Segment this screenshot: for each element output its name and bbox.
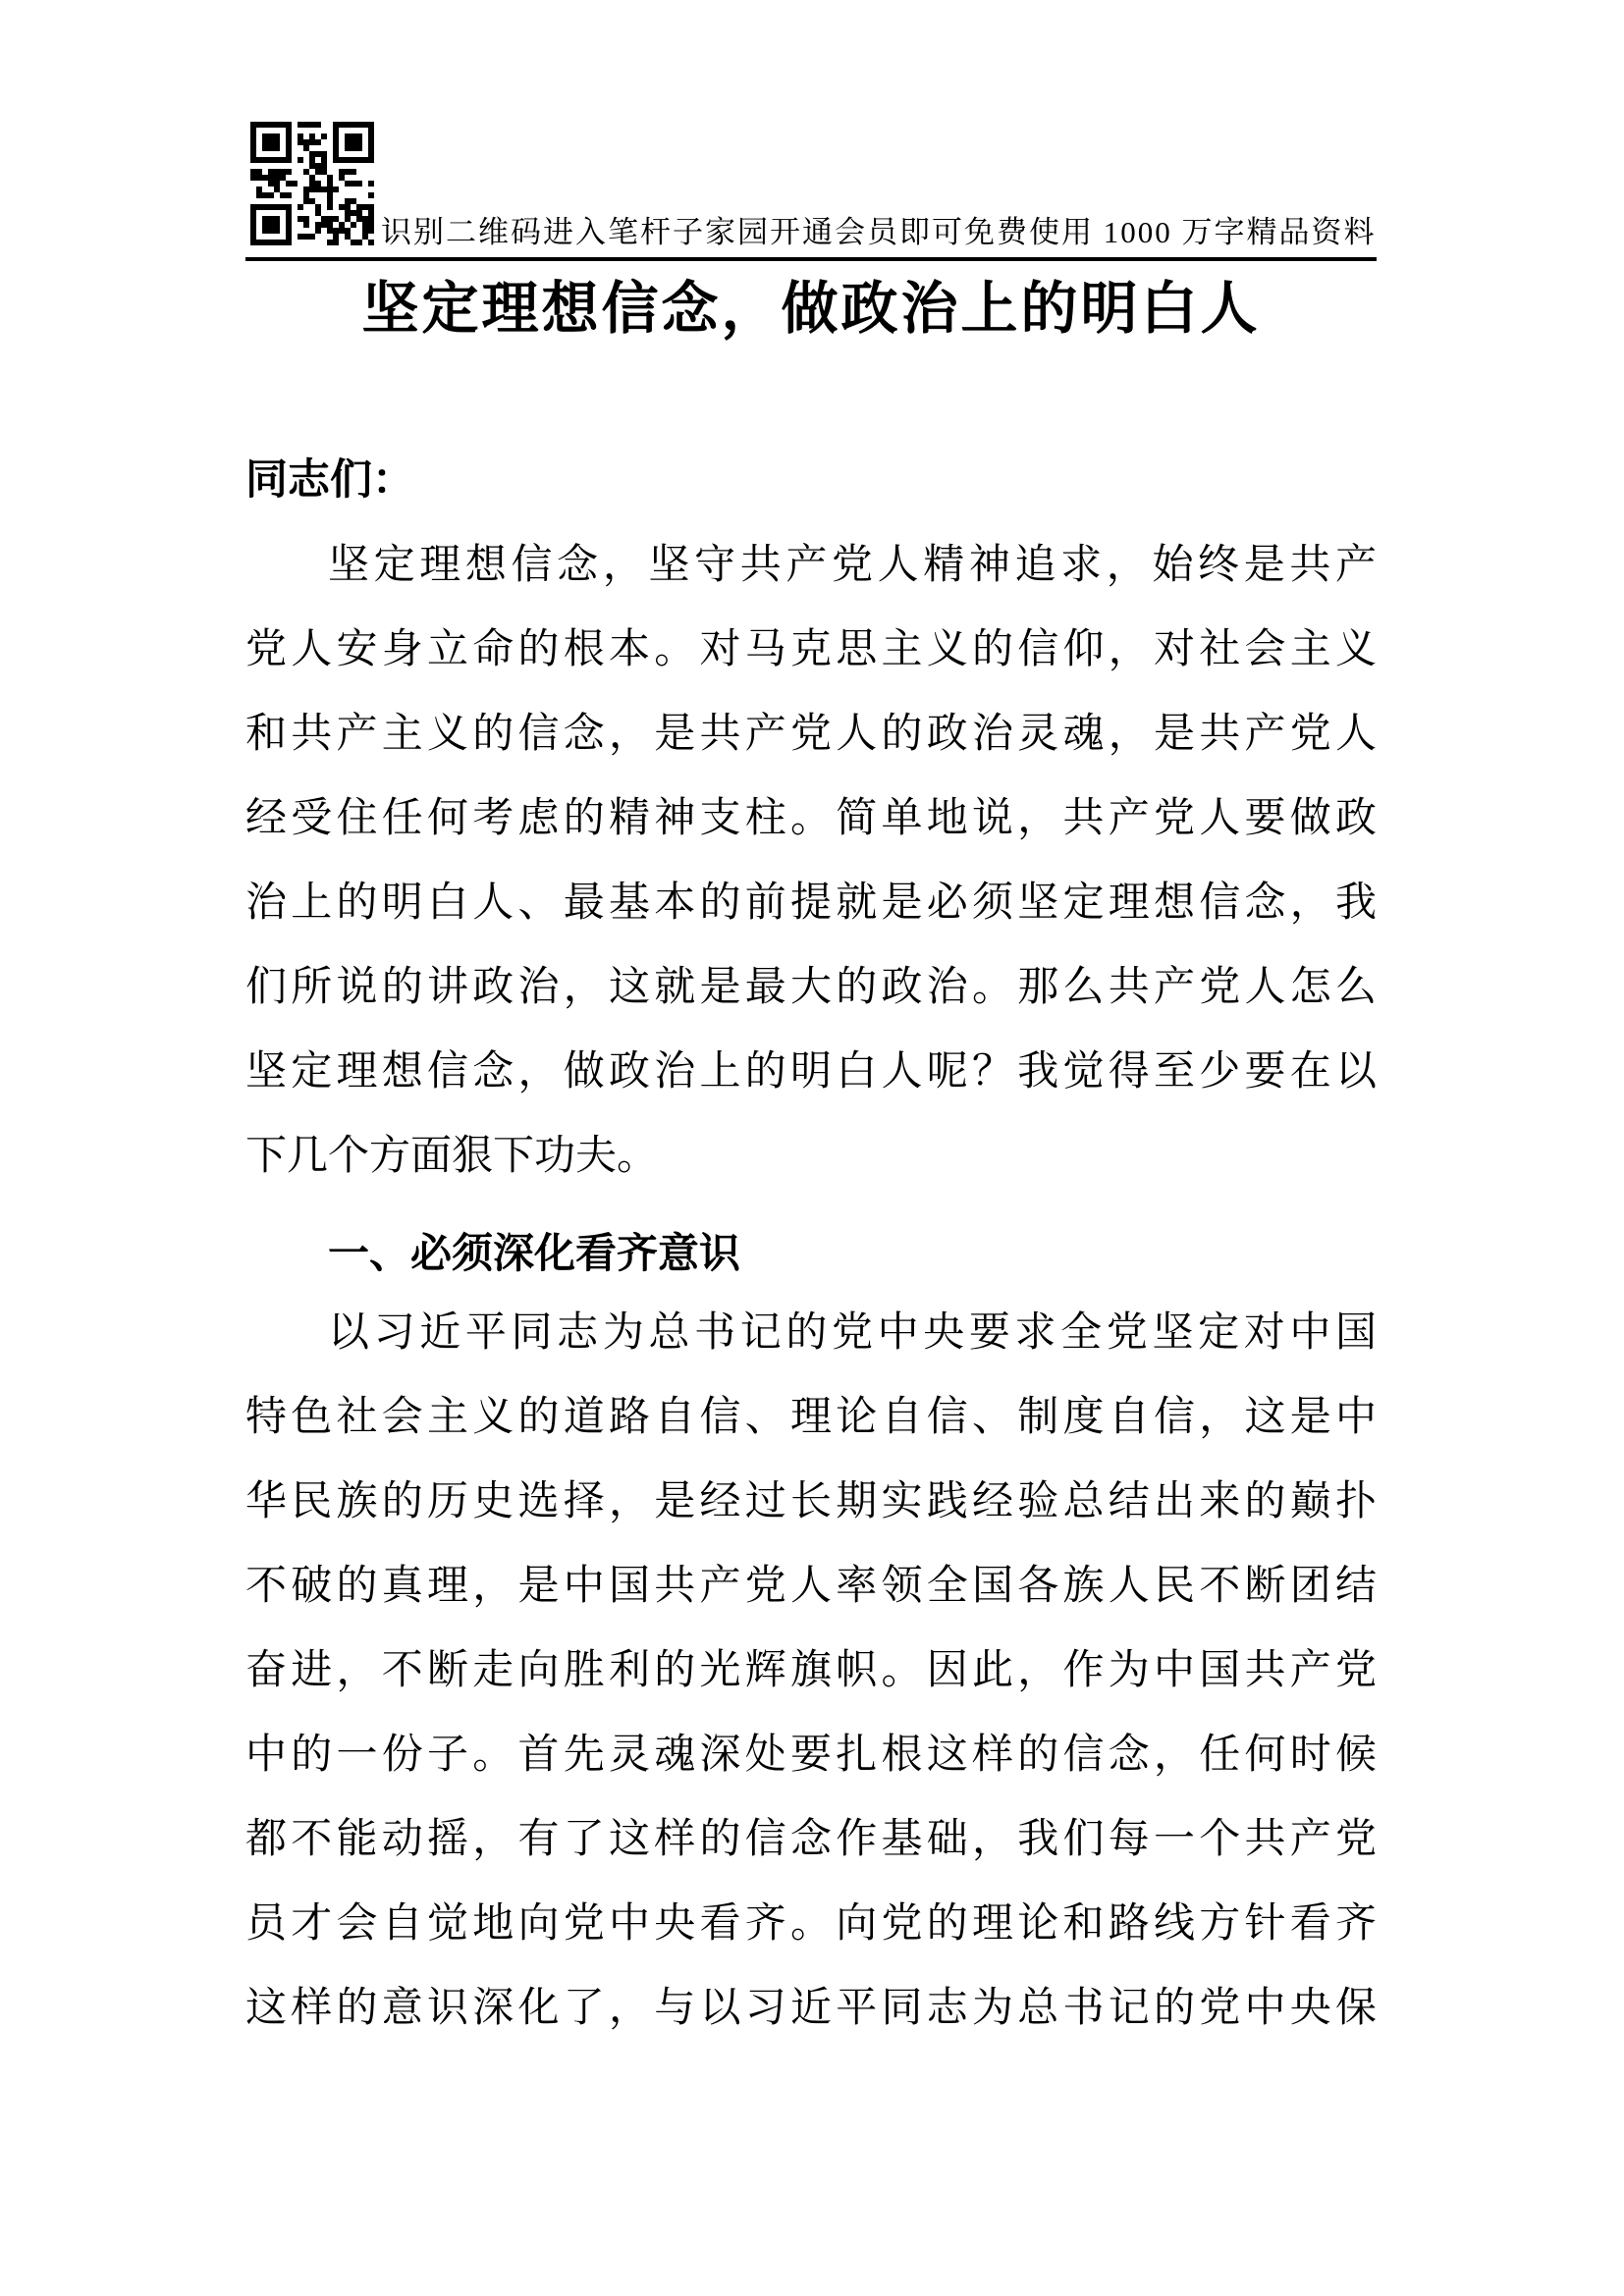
body-line: 奋进，不断走向胜利的光辉旗帜。因此，作为中国共产党 bbox=[245, 1646, 1377, 1692]
body-line: 不破的真理，是中国共产党人率领全国各族人民不断团结 bbox=[245, 1562, 1377, 1608]
qr-code-icon bbox=[250, 120, 374, 247]
header-promo-text: 识别二维码进入笔杆子家园开通会员即可免费使用 1000 万字精品资料 bbox=[381, 215, 1377, 249]
body-line: 坚定理想信念，做政治上的明白人呢？我觉得至少要在以 bbox=[245, 1047, 1377, 1094]
body-line: 都不能动摇，有了这样的信念作基础，我们每一个共产党 bbox=[245, 1815, 1377, 1861]
header-divider bbox=[245, 257, 1377, 261]
body-line: 同志们： bbox=[245, 456, 414, 504]
body-line: 和共产主义的信念，是共产党人的政治灵魂，是共产党人 bbox=[245, 710, 1377, 756]
body-line: 这样的意识深化了，与以习近平同志为总书记的党中央保 bbox=[245, 1984, 1377, 2030]
body-line: 一、必须深化看齐意识 bbox=[328, 1230, 741, 1276]
body-line: 坚定理想信念，坚守共产党人精神追求，始终是共产 bbox=[328, 541, 1377, 587]
body-line: 下几个方面狠下功夫。 bbox=[245, 1132, 659, 1178]
body-line: 党人安身立命的根本。对马克思主义的信仰，对社会主义 bbox=[245, 625, 1377, 671]
page-title: 坚定理想信念，做政治上的明白人 bbox=[361, 277, 1261, 341]
body-line: 以习近平同志为总书记的党中央要求全党坚定对中国 bbox=[328, 1308, 1377, 1355]
body-line: 们所说的讲政治，这就是最大的政治。那么共产党人怎么 bbox=[245, 963, 1377, 1009]
body-line: 华民族的历史选择，是经过长期实践经验总结出来的巅扑 bbox=[245, 1477, 1377, 1523]
document-body bbox=[245, 438, 1377, 2050]
body-line: 中的一份子。首先灵魂深处要扎根这样的信念，任何时候 bbox=[245, 1731, 1377, 1777]
body-line: 员才会自觉地向党中央看齐。向党的理论和路线方针看齐 bbox=[245, 1899, 1377, 1946]
body-line: 经受住任何考虑的精神支柱。简单地说，共产党人要做政 bbox=[245, 794, 1377, 840]
body-line: 特色社会主义的道路自信、理论自信、制度自信，这是中 bbox=[245, 1393, 1377, 1439]
body-line: 治上的明白人、最基本的前提就是必须坚定理想信念，我 bbox=[245, 879, 1377, 925]
